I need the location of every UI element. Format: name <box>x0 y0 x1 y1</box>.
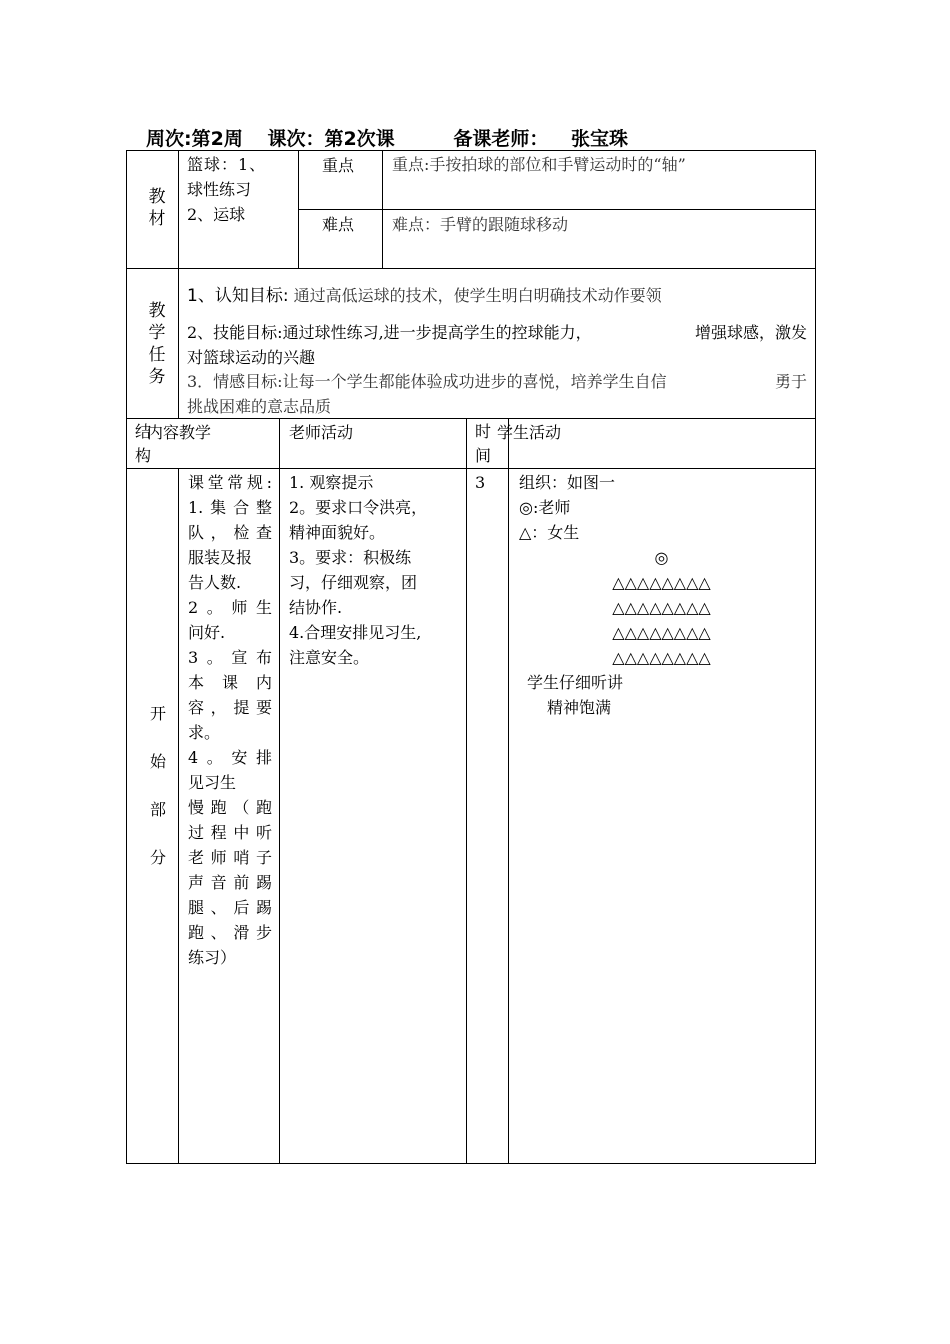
material-line: 2、运球 <box>187 205 246 224</box>
table-col-student <box>508 418 509 1164</box>
student-note: 学生仔细听讲 <box>527 673 624 692</box>
start-time: 3 <box>475 473 486 492</box>
skill-goal-line: 对篮球运动的兴趣 <box>187 348 316 367</box>
text-line: 精神面貌好。 <box>289 523 386 542</box>
formation-row: △△△△△△△△ <box>612 648 711 667</box>
table-divider-material <box>126 268 816 269</box>
col-time-text: 时间 <box>475 422 492 465</box>
difficulty-label: 难点 <box>322 215 355 234</box>
start-content <box>188 470 272 970</box>
table-col-label-2 <box>178 268 179 419</box>
start-section-label-text: 开始部分 <box>149 704 166 867</box>
skill-goal-line: 2、技能目标:通过球性练习,进一步提高学生的控球能力， <box>187 323 592 342</box>
text-line: 老师哨子 <box>188 848 272 867</box>
emotion-goal <box>187 369 812 419</box>
text-line: 3。宣布 <box>188 648 272 667</box>
col-time <box>475 420 497 468</box>
material-content <box>187 152 293 227</box>
table-col-time <box>466 418 467 1164</box>
table-border-left <box>126 150 127 1164</box>
cognitive-goal-head: 1、认知目标: <box>187 286 289 306</box>
text-line: 本课内 <box>188 673 272 692</box>
key-point-text: 重点:手按拍球的部位和手臂运动时的“轴” <box>392 155 686 174</box>
start-section-label <box>147 690 169 882</box>
student-note: 精神饱满 <box>547 698 612 717</box>
formation-row: △△△△△△△△ <box>612 623 711 642</box>
cognitive-goal <box>187 283 812 309</box>
formation-diagram <box>519 570 809 670</box>
text-line: 结协作. <box>289 598 343 617</box>
lesson-header <box>146 124 628 151</box>
difficulty-text: 难点：手臂的跟随球移动 <box>392 215 569 234</box>
text-line: 课堂常规: <box>188 473 272 492</box>
start-student-activity <box>519 470 809 720</box>
text-line: 跑、滑步 <box>188 923 272 942</box>
text-line: 容，提要 <box>188 698 272 717</box>
formation-teacher: ◎ <box>654 548 669 567</box>
text-line: 求。 <box>188 723 221 742</box>
material-line: 球性练习 <box>187 180 252 199</box>
col-structure-text: 结构 <box>135 422 152 465</box>
emotion-goal-line: 挑战困难的意志品质 <box>187 397 332 416</box>
col-teacher: 老师活动 <box>289 423 354 442</box>
table-border-right <box>815 150 816 1164</box>
skill-goal <box>187 320 812 370</box>
text-line: 服装及报 <box>188 548 253 567</box>
text-line: 4.合理安排见习生, <box>289 623 422 642</box>
col-student: 学生活动 <box>497 423 562 442</box>
skill-goal-tail: 增强球感，激发 <box>694 323 807 342</box>
text-line: △：女生 <box>519 523 580 542</box>
text-line: 1.集合整 <box>188 498 272 517</box>
text-line: 2。要求口令洪亮， <box>289 498 428 517</box>
tasks-label: 教学任务 <box>148 301 166 387</box>
material-line: 篮球：1、 <box>187 155 267 174</box>
material-label: 教材 <box>148 187 166 229</box>
text-line: 队，检查 <box>188 523 272 542</box>
text-line: 练习） <box>188 948 237 967</box>
text-line: 问好. <box>188 623 226 642</box>
text-line: 2。师生 <box>188 598 272 617</box>
table-divider-columns <box>126 468 816 469</box>
text-line: 见习生 <box>188 773 237 792</box>
table-col-label <box>178 150 179 269</box>
text-line: 4。安排 <box>188 748 272 767</box>
cognitive-goal-body: 通过高低运球的技术，使学生明白明确技术动作要领 <box>293 286 662 305</box>
teacher-label: 备课老师： <box>453 128 549 150</box>
key-point-label: 重点 <box>322 156 355 175</box>
text-line: 注意安全。 <box>289 648 370 667</box>
col-content: 内容教学 <box>147 423 212 442</box>
formation-row: △△△△△△△△ <box>612 598 711 617</box>
text-line: 告人数. <box>188 573 242 592</box>
table-col-teacher <box>279 418 280 1164</box>
text-line: 1. 观察提示 <box>289 473 374 492</box>
table-divider-key <box>298 209 816 210</box>
text-line: 过程中听 <box>188 823 272 842</box>
start-teacher-activity <box>289 470 461 670</box>
emotion-goal-line: 3．情感目标:让每一个学生都能体验成功进步的喜悦，培养学生自信 <box>187 372 667 391</box>
table-col-key <box>382 150 383 269</box>
lesson-label: 课次：第2次课 <box>267 128 395 150</box>
table-border-top <box>126 150 816 151</box>
formation-row: △△△△△△△△ <box>612 573 711 592</box>
text-line: ◎:老师 <box>519 498 571 517</box>
text-line: 慢跑（跑 <box>188 798 272 817</box>
table-border-bottom <box>126 1163 816 1164</box>
text-line: 腿、后踢 <box>188 898 272 917</box>
emotion-goal-tail: 勇于 <box>774 372 807 391</box>
week-label: 周次:第2周 <box>146 128 243 150</box>
teacher-name: 张宝珠 <box>570 128 628 150</box>
text-line: 习，仔细观察，团 <box>289 573 418 592</box>
text-line: 声音前踢 <box>188 873 272 892</box>
text-line: 3。要求：积极练 <box>289 548 412 567</box>
text-line: 组织：如图一 <box>519 473 616 492</box>
table-col-structure <box>178 468 179 1164</box>
table-col-material <box>298 150 299 269</box>
